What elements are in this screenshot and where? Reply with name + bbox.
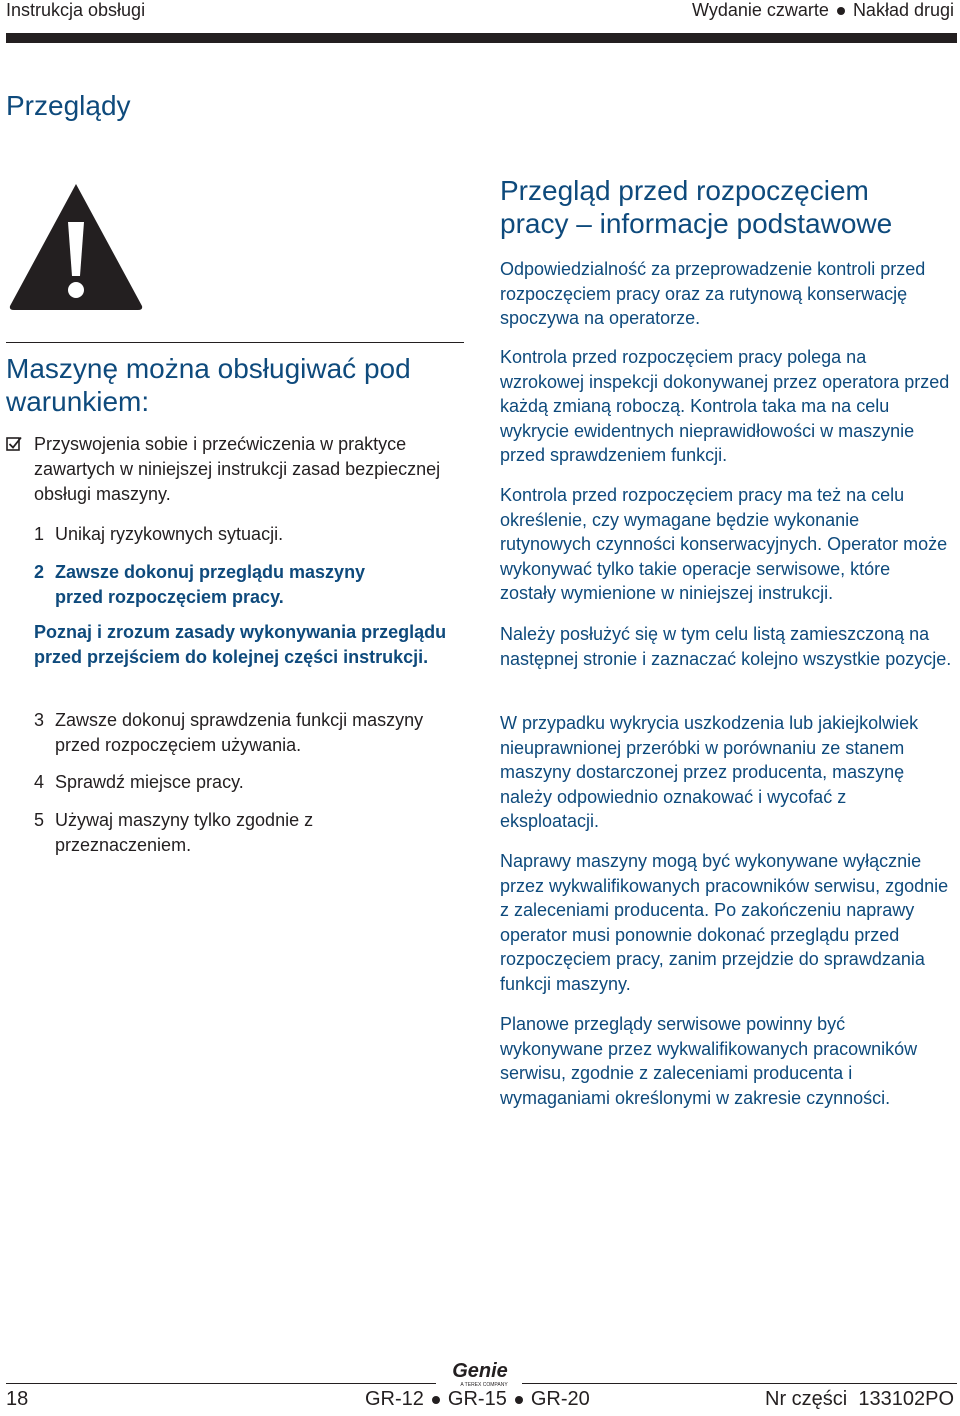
warning-triangle-icon	[6, 180, 146, 312]
header-manual-title: Instrukcja obsługi	[6, 0, 146, 20]
left-rule	[6, 342, 464, 343]
footer-models	[365, 1388, 590, 1411]
bullet-dot-icon	[432, 1396, 440, 1404]
item-number-2: 2	[34, 562, 45, 582]
item-number-1: 1	[34, 524, 45, 544]
item-number-4: 4	[34, 772, 45, 792]
header-edition-label: Wydanie czwarte	[692, 0, 829, 20]
paragraph-maintenance: Kontrola przed rozpoczęciem pracy ma też na celu określenie, czy wymagane będzie wykonanie rutynowych czynności konserwacyjnych. Operator może wykonywać tylko takie operacje serwisowe, które zostały wymienione w niniejszej instrukcji.	[500, 485, 948, 603]
left-heading-line1: Maszynę można obsługiwać pod	[6, 353, 411, 384]
paragraph-scheduled: Planowe przeglądy serwisowe powinny być wykonywane przez wykwalifikowanych pracowników serwisu, zgodnie z zaleceniami producenta i wymaganiami określonymi w zakresie czynności.	[500, 1014, 918, 1108]
right-heading-line2: pracy – informacje podstawowe	[500, 208, 893, 239]
model-gr12: GR-12	[365, 1388, 424, 1410]
paragraph-repairs: Naprawy maszyny mogą być wykonywane wyłącznie przez wykwalifikowanych pracowników serwisu, zgodnie z zaleceniami producenta. Po zakończeniu naprawy operator musi ponownie dokonać przeglądu przed rozpoczęciem pracy, zanim przejdzie do sprawdzania funkcji maszyny.	[500, 851, 949, 994]
list-item-3: Zawsze dokonuj sprawdzenia funkcji maszyny przed rozpoczęciem używania.	[55, 710, 424, 755]
svg-text:A TEREX COMPANY: A TEREX COMPANY	[460, 1382, 508, 1388]
paragraph-visual-inspection: Kontrola przed rozpoczęciem pracy polega na wzrokowej inspekcji dokonywanej przez operatora przed każdą zmianą roboczą. Kontrola taka ma na celu wykrycie ewidentnych nieprawidłowości w maszynie przed sprawdzeniem funkcji.	[500, 347, 950, 465]
list-item-5: Używaj maszyny tylko zgodnie z przeznaczeniem.	[55, 810, 314, 855]
list-item-1: Unikaj ryzykownych sytuacji.	[55, 524, 284, 544]
header-edition	[692, 0, 954, 21]
svg-text:Genie: Genie	[452, 1360, 508, 1382]
footer-rule-right	[522, 1383, 957, 1384]
part-number	[765, 1388, 954, 1411]
left-heading-line2: warunkiem:	[6, 386, 150, 417]
paragraph-responsibility: Odpowiedzialność za przeprowadzenie kontroli przed rozpoczęciem pracy oraz za rutynową konserwację spoczywa na operatorze.	[500, 259, 926, 328]
right-heading-line1: Przegląd przed rozpoczęciem	[500, 175, 869, 206]
left-heading	[6, 352, 466, 418]
list-item-2: Zawsze dokonuj przeglądu maszyny przed rozpoczęciem pracy.	[55, 562, 366, 607]
lead-condition: Przyswojenia sobie i przećwiczenia w praktyce zawartych w niniejszej instrukcji zasad bezpiecznej obsługi maszyny.	[34, 434, 441, 504]
header-bar	[6, 33, 957, 43]
section-title: Przeglądy	[6, 90, 131, 121]
part-number-label: Nr części	[765, 1388, 848, 1410]
model-gr15: GR-15	[447, 1388, 507, 1410]
model-gr20: GR-20	[530, 1388, 590, 1410]
list-item-4: Sprawdź miejsce pracy.	[55, 772, 244, 792]
bullet-dot-icon	[837, 7, 845, 15]
paragraph-damage: W przypadku wykrycia uszkodzenia lub jakiejkolwiek nieuprawnionej przeróbki w porównaniu ze stanem maszyny dostarczonej przez producenta, maszynę należy odpowiednio oznakować i wycofać z eksploatacji.	[500, 713, 919, 831]
header-print-label: Nakład drugi	[852, 0, 954, 20]
footer-rule-left	[6, 1383, 436, 1384]
item-number-5: 5	[34, 810, 45, 830]
part-number-value: 133102PO	[858, 1388, 954, 1410]
inspection-note: Poznaj i zrozum zasady wykonywania przeglądu przed przejściem do kolejnej części instrukcji.	[34, 622, 447, 667]
item-number-3: 3	[34, 710, 45, 730]
bullet-dot-icon	[515, 1396, 523, 1404]
paragraph-checklist: Należy posłużyć się w tym celu listą zamieszczoną na następnej stronie i zaznaczać kolejno wszystkie pozycje.	[500, 624, 952, 669]
genie-logo	[440, 1358, 520, 1388]
right-heading	[500, 174, 940, 240]
checkbox-checked-icon	[6, 436, 22, 452]
page-number: 18	[6, 1388, 29, 1410]
